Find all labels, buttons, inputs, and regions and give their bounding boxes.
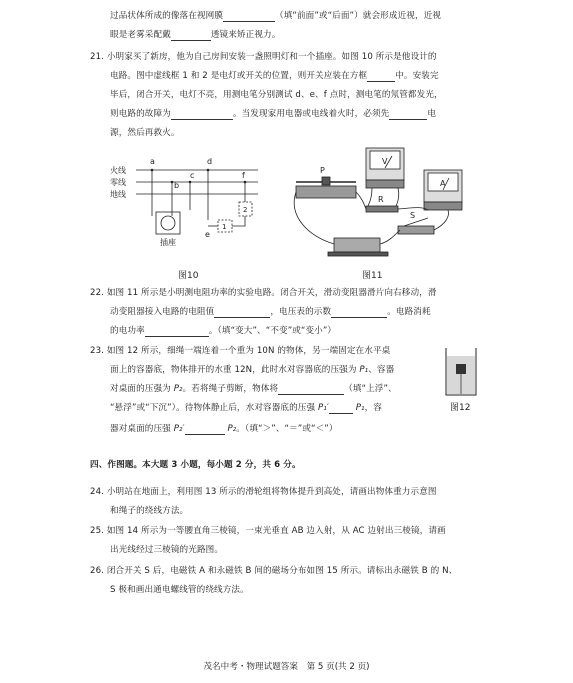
box-2-label: 2 [243, 206, 248, 214]
label-b: b [174, 181, 180, 190]
label-V: V [382, 157, 388, 166]
text-segment: 。若将绳子剪断，物体将 [182, 384, 279, 394]
label-a: a [150, 157, 155, 166]
section-4-heading: 四、作图题。本大题 3 小题，每小题 2 分，共 6 分。 [90, 460, 301, 470]
text-segment: ，电压表的示数 [270, 307, 332, 317]
text-line [110, 365, 394, 376]
text-segment: 。电路消耗 [387, 307, 431, 317]
text-segment: 小明站在地面上，利用图 13 所示的滑轮组将物体提升到高处，请画出物体重力示意图 [106, 487, 437, 497]
label-A: A [440, 179, 446, 188]
question-26 [90, 566, 457, 577]
answer-blank[interactable] [214, 308, 270, 318]
text-line [110, 403, 382, 414]
text-segment: 眼是老雾采配戴 [110, 30, 171, 40]
question-21 [90, 52, 437, 63]
text-segment: ，容 [364, 403, 382, 413]
text-segment: 。当发现家用电器或电线着火时，必须先 [232, 109, 390, 119]
label-e: e [205, 230, 210, 239]
label-zero-wire: 零线 [110, 178, 126, 187]
socket-outlet [156, 212, 180, 234]
symbol-p2: P₂ [227, 424, 237, 434]
text-segment: 过品状体所成的像落在视网膜 [110, 11, 224, 21]
symbol-p1-prime: P₁′ [318, 403, 329, 413]
figure-12-caption: 图12 [450, 403, 471, 413]
text-line [110, 326, 336, 337]
text-segment: “悬浮”或“下沉”）。待物体静止后，水对容器底的压强 [110, 403, 316, 413]
text-line-2 [110, 30, 280, 41]
figure-11-experiment [288, 146, 466, 270]
text-line [110, 128, 180, 139]
text-line [110, 90, 443, 101]
answer-blank[interactable] [145, 327, 209, 337]
text-segment: 和绳子的绕线方法。 [110, 506, 189, 516]
text-line [110, 71, 439, 82]
question-number: 22. [90, 288, 104, 298]
text-segment: 。（填“变大”、“不变”或“变小”） [208, 326, 337, 336]
text-segment: 出光线经过三棱镜的光路图。 [110, 545, 224, 555]
text-segment: 则电路的故障为 [110, 109, 171, 119]
text-line [110, 109, 436, 120]
text-segment: 透镜来矫正视力。 [210, 30, 281, 40]
question-22 [90, 288, 437, 299]
text-line [110, 384, 397, 395]
answer-blank[interactable] [223, 12, 275, 22]
text-line [110, 307, 431, 318]
text-segment: （填“上浮”、 [344, 384, 397, 394]
label-f: f [242, 171, 245, 180]
question-number: 25. [90, 526, 104, 536]
text-segment: 如图 14 所示为一等腰直角三棱镜，一束光垂直 AB 边入射，从 AC 边射出三棱镜，请画 [106, 526, 446, 536]
answer-blank[interactable] [185, 425, 225, 435]
question-number: 24. [90, 487, 104, 497]
text-segment: 如图 12 所示，细绳一端连着一个重为 10N 的物体，另一端固定在水平桌 [106, 346, 391, 356]
resistor [366, 206, 398, 212]
text-segment: 动变阻器接入电路的电阻值 [110, 307, 215, 317]
label-S: S [410, 211, 416, 220]
text-segment: 。（填“＞”、“＝”或“＜”） [236, 424, 338, 434]
question-number: 26. [90, 566, 104, 576]
label-socket: 插座 [160, 238, 176, 247]
text-segment: 如图 11 所示是小明测电阻功率的实验电路。闭合开关，滑动变阻器滑片向右移动，滑 [106, 288, 437, 298]
symbol-p1: P₁ [359, 365, 369, 375]
text-segment: 对桌面的压强为 [110, 384, 171, 394]
symbol-p2-prime: P₂′ [173, 424, 185, 434]
answer-blank[interactable] [171, 31, 211, 41]
label-fire-wire: 火线 [110, 166, 126, 175]
answer-blank[interactable] [389, 110, 427, 120]
text-segment: 电 [427, 109, 437, 119]
figure-12-container [444, 346, 478, 398]
text-segment: 面上的容器底，物体排开的水重 12N，此时水对容器底的压强为 [110, 365, 357, 375]
text-segment: 器对桌面的压强 [110, 424, 171, 434]
answer-blank[interactable] [329, 404, 353, 414]
figure-10-circuit [108, 150, 273, 270]
answer-blank[interactable] [367, 72, 395, 82]
text-segment: 中。安装完 [395, 71, 439, 81]
answer-blank[interactable] [171, 110, 233, 120]
text-segment: 小明家买了新房，他为自己房间安装一盏照明灯和一个插座。如图 10 所示是他设计的 [106, 52, 437, 62]
figure-11-caption: 图11 [362, 271, 383, 281]
answer-blank[interactable] [278, 385, 344, 395]
text-segment: 电路。图中虚线框 1 和 2 是电灯或开关的位置，则开关应装在方框 [110, 71, 368, 81]
text-segment: S 极和画出通电螺线管的绕线方法。 [110, 585, 249, 595]
rheostat [296, 186, 356, 198]
answer-blank[interactable] [331, 308, 387, 318]
page-footer: 茂名中考・物理试题答案 第 5 页(共 2 页) [203, 662, 370, 672]
label-P: P [320, 166, 325, 175]
question-number: 21. [90, 52, 104, 62]
question-25 [90, 526, 446, 537]
text-line-1: 过品状体所成的像落在视网膜 （填“前面”或“后面”）就会形成近视，近视 [110, 11, 442, 21]
text-segment: 、容器 [368, 365, 395, 375]
object-block [456, 364, 466, 374]
figure-10-caption: 图10 [178, 271, 199, 281]
text-line [110, 506, 188, 517]
symbol-p2: P₂ [173, 384, 183, 394]
text-line [110, 585, 249, 596]
question-23 [90, 346, 390, 357]
label-c: c [190, 171, 195, 180]
question-number: 23. [90, 346, 104, 356]
text-segment: 毕后，闭合开关，电灯不亮，用测电笔分别测试 d、e、f 点时，测电笔的氖管都发光， [110, 90, 443, 100]
text-segment: 闭合开关 S 后，电磁铁 A 和永磁铁 B 间的磁场分布如图 15 所示。请标出永磁铁 B 的 N、 [106, 566, 458, 576]
label-ground-wire: 地线 [110, 190, 126, 199]
battery [334, 238, 380, 252]
switch[interactable] [398, 226, 434, 234]
question-24 [90, 487, 437, 498]
symbol-p1: P₁ [355, 403, 365, 413]
text-segment: 填“前面”或“后面”）就会形成近视，近视 [283, 11, 442, 21]
text-line [110, 545, 223, 556]
rheostat-slider[interactable] [322, 177, 330, 185]
label-R: R [378, 195, 384, 204]
box-1-label: 1 [222, 223, 227, 231]
text-segment: 的电功率 [110, 326, 145, 336]
text-segment: 源，然后再救火。 [110, 128, 180, 138]
text-line [110, 424, 338, 435]
label-d: d [207, 157, 213, 166]
